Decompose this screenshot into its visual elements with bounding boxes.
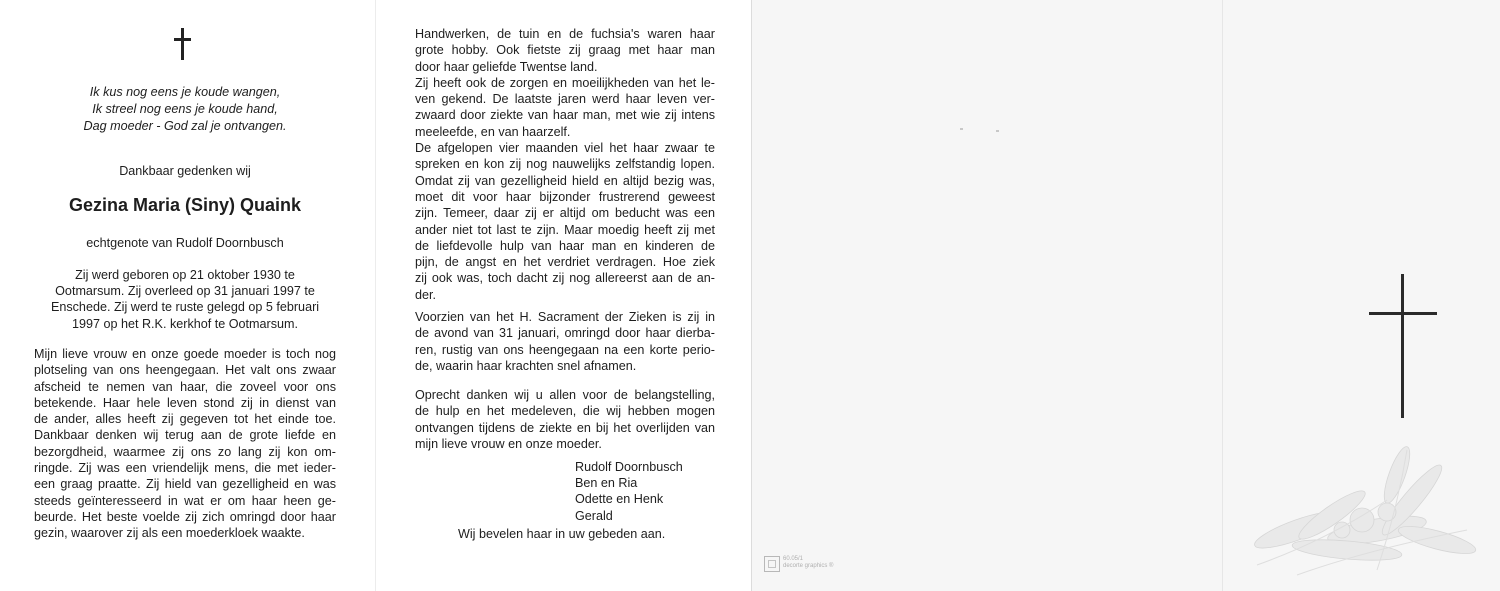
- card-inner-left-panel: [0, 0, 375, 591]
- closing-line: Wij bevelen haar in uw gebeden aan.: [458, 527, 666, 541]
- printer-code: 60.05/1: [783, 556, 804, 562]
- cross-icon: [1369, 274, 1437, 418]
- details-line: Enschede. Zij werd te ruste gelegd op 5 februari: [50, 300, 320, 315]
- text-line: De afgelopen vier maanden viel het haar zwaar te: [415, 141, 715, 156]
- poem-line: Ik kus nog eens je koude wangen,: [89, 85, 281, 99]
- text-line: moet dit voor haar bijzonder frustrerend geweest: [415, 189, 715, 204]
- eulogy-paragraph: [415, 26, 715, 303]
- birth-death-details: [50, 267, 320, 332]
- text-line: ringde. Zij was een vriendelijk mens, die met ieder-: [34, 461, 336, 476]
- poem-line: Dag moeder - God zal je ontvangen.: [83, 119, 287, 133]
- text-line: de liefdevolle hulp van haar man en kinderen de: [415, 238, 715, 253]
- printer-imprint: [783, 556, 833, 570]
- printer-name: decorte graphics ®: [783, 563, 834, 569]
- cross-icon: [173, 28, 193, 60]
- text-line: bezorgdheid, waarmee zij ons zo lang zij kon om-: [34, 444, 336, 459]
- text-line: een graag praatte. Zij hield van gezelligheid en was: [34, 477, 336, 492]
- text-line: zijn. Temeer, daar zij er altijd om beducht was een: [415, 206, 715, 221]
- text-line: ven gekend. De laatste jaren werd haar leven ver-: [415, 92, 715, 107]
- text-line: Oprecht danken wij u allen voor de belangstelling,: [415, 388, 715, 402]
- sacrament-paragraph: [415, 309, 715, 374]
- text-line: afscheid te nemen van haar, die zoveel voor ons: [34, 379, 336, 394]
- text-line: zwaard door ziekte van haar man, met wie zij intens: [415, 108, 715, 123]
- poem-line: Ik streel nog eens je koude hand,: [92, 102, 278, 116]
- card-front-panel: [1222, 0, 1500, 591]
- details-line: Ootmarsum. Zij overleed op 31 januari 1997 te: [55, 284, 315, 299]
- text-line: de avond van 31 januari, omringd door haar dierba-: [415, 326, 715, 341]
- paper-speck: [996, 130, 999, 132]
- text-line: meeleefde, en van haarzelf.: [415, 124, 571, 139]
- text-line: gezin, waarover zij als een moederkloek waakte.: [34, 526, 305, 541]
- signer: Odette en Henk: [575, 492, 664, 507]
- text-line: mijn lieve vrouw en onze moeder.: [415, 436, 602, 451]
- text-line: door haar geliefde Twentse land.: [415, 59, 598, 74]
- text-line: Zij heeft ook de zorgen en moeilijkheden van het le-: [415, 75, 715, 90]
- signer: Rudolf Doornbusch: [575, 460, 683, 474]
- text-line: spreken en kon zij nog nauwelijks zelfstandig lopen.: [415, 157, 715, 172]
- text-line: de hulp en het medeleven, die wij hebben mogen: [415, 404, 715, 419]
- eulogy-paragraph: [34, 346, 336, 542]
- deceased-name: Gezina Maria (Siny) Quaink: [68, 195, 302, 215]
- text-line: Dankbaar denken wij terug aan de grote liefde en: [34, 428, 336, 443]
- signer: Gerald: [575, 508, 613, 523]
- paper-speck: [960, 128, 963, 130]
- spouse-line: echtgenote van Rudolf Doornbusch: [86, 236, 284, 250]
- memorial-poem: [30, 84, 340, 135]
- printer-logo-icon: [764, 556, 780, 572]
- text-line: Voorzien van het H. Sacrament der Zieken is zij in: [415, 310, 715, 324]
- text-line: Omdat zij van gezelligheid hield en altijd bezig was,: [415, 173, 715, 188]
- signer: Ben en Ria: [575, 476, 638, 491]
- text-line: pijn, de angst en het verdriet verdragen. Hoe ziek: [415, 255, 715, 270]
- signers-list: [575, 459, 683, 524]
- text-line: beurde. Het beste voelde zij zich omringd door haar: [34, 509, 336, 524]
- text-line: der.: [415, 287, 437, 302]
- text-line: Handwerken, de tuin en de fuchsia's waren haar: [415, 27, 715, 41]
- text-line: ander niet tot last te zijn. Maar moedig heeft zij met: [415, 222, 715, 237]
- details-line: Zij werd geboren op 21 oktober 1930 te: [75, 268, 295, 282]
- text-line: de, waarin haar krachten snel afnamen.: [415, 358, 637, 373]
- text-line: Mijn lieve vrouw en onze goede moeder is toch nog: [34, 347, 336, 361]
- thanks-paragraph: [415, 387, 715, 452]
- text-line: grote hobby. Ook fietste zij graag met haar man: [415, 43, 715, 58]
- text-line: betekende. Haar hele leven stond zij in dienst van: [34, 395, 336, 410]
- text-line: ren, rustig van ons heengegaan na een korte perio-: [415, 342, 715, 357]
- text-line: steeds geïnteresseerd in wat er om haar heen ge-: [34, 493, 336, 508]
- card-inner-right-panel: [375, 0, 752, 591]
- intro-text: Dankbaar gedenken wij: [119, 164, 251, 178]
- card-back-panel: [751, 0, 1223, 591]
- text-line: de ander, alles heeft zij gegeven tot het einde toe.: [34, 412, 336, 427]
- text-line: ontvangen tijdens de ziekte en bij het overlijden van: [415, 420, 715, 435]
- flower-ornament-icon: [1237, 380, 1487, 580]
- details-line: 1997 op het R.K. kerkhof te Ootmarsum.: [71, 316, 299, 331]
- text-line: zij ook was, toch dacht zij nog allereerst aan de an-: [415, 271, 715, 286]
- text-line: plotseling van ons heengegaan. Het valt ons zwaar: [34, 363, 336, 378]
